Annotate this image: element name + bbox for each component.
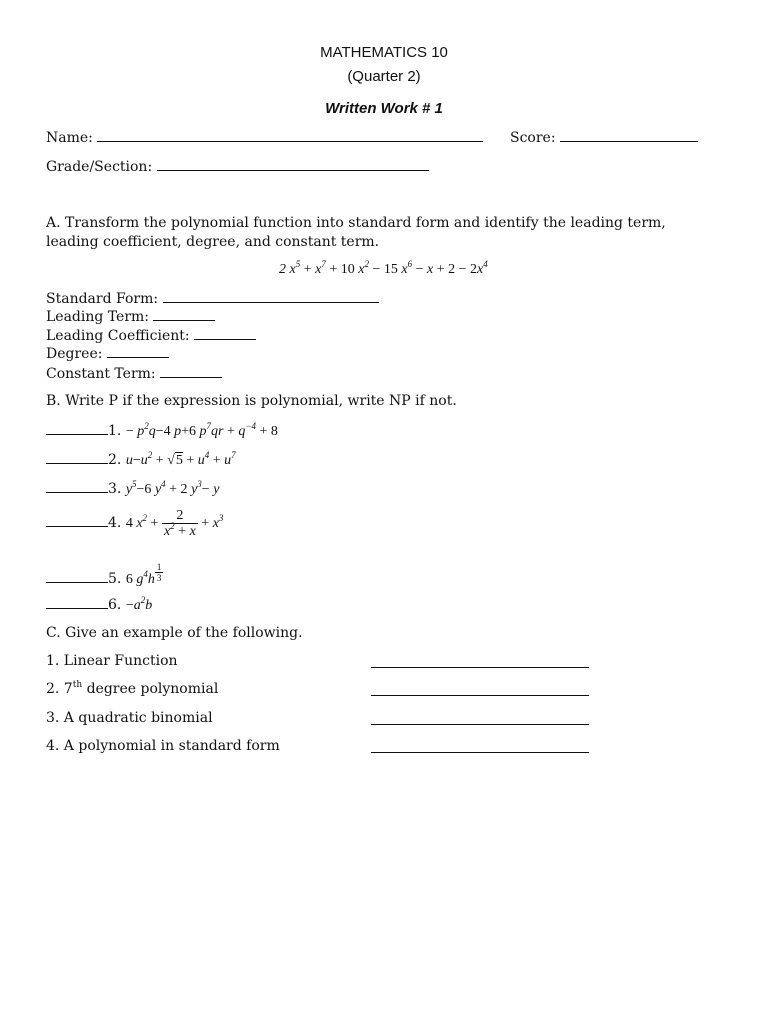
part-a-instruction-2: leading coefficient, degree, and constant term. xyxy=(46,234,380,250)
part-c-item-4-label: 4. A polynomial in standard form xyxy=(46,738,280,754)
item-number-3: 3. xyxy=(108,481,122,497)
answer-blank-6[interactable] xyxy=(46,607,108,609)
expression-3: $y^5-6$ $y^4 + 2$ $y^3- y$ xyxy=(125,479,220,497)
part-a-instruction-1: A. Transform the polynomial function into standard form and identify the leading term, xyxy=(46,215,666,231)
score-label: Score: xyxy=(510,130,556,146)
expression-2: $u-u^2 + √5 + u^4 + u^7$ xyxy=(125,450,236,468)
part-c-answer-3[interactable] xyxy=(371,723,589,725)
part-c-item-2-prefix: 2. 7 xyxy=(46,681,73,697)
score-field[interactable] xyxy=(560,140,698,142)
score-row xyxy=(510,130,698,146)
constant-term-row xyxy=(46,366,222,382)
leading-coefficient-label: Leading Coefficient: xyxy=(46,328,190,344)
expression-4: 4 $x^2$ + $\frac{2}{x^2 + x}$ + $x^3$ xyxy=(125,508,224,539)
part-b-item-3 xyxy=(46,481,219,498)
leading-coefficient-row xyxy=(46,328,256,344)
degree-row xyxy=(46,346,169,362)
item-number-5: 5. xyxy=(108,571,122,588)
name-label: Name: xyxy=(46,130,93,146)
leading-term-row xyxy=(46,309,215,325)
standard-form-label: Standard Form: xyxy=(46,291,159,307)
part-c-instruction: C. Give an example of the following. xyxy=(46,625,303,641)
part-c-item-1-label: 1. Linear Function xyxy=(46,653,178,669)
grade-section-label: Grade/Section: xyxy=(46,159,153,175)
constant-term-field[interactable] xyxy=(160,376,222,378)
grade-row xyxy=(46,159,429,175)
standard-form-row xyxy=(46,291,379,307)
part-c-answer-4[interactable] xyxy=(371,751,589,753)
grade-section-field[interactable] xyxy=(157,169,429,171)
answer-blank-4[interactable] xyxy=(46,525,108,527)
worksheet-title: MATHEMATICS 10 xyxy=(320,44,448,61)
ordinal-suffix: th xyxy=(72,680,83,690)
quarter-label: (Quarter 2) xyxy=(347,68,421,85)
part-c-item-2-suffix: degree polynomial xyxy=(82,681,219,697)
part-c-item-1 xyxy=(46,653,178,669)
answer-blank-2[interactable] xyxy=(46,462,108,464)
part-b-instruction: B. Write P if the expression is polynomial, write NP if not. xyxy=(46,393,457,409)
part-b-item-1 xyxy=(46,423,278,440)
part-c-answer-2[interactable] xyxy=(371,694,589,696)
part-c-item-3-label: 3. A quadratic binomial xyxy=(46,710,213,726)
part-c-item-3 xyxy=(46,710,213,726)
answer-blank-3[interactable] xyxy=(46,491,108,493)
item-number-2: 2. xyxy=(108,452,122,468)
expression-5: 6 $g^4h$ $^{\frac{1}{3}}$ xyxy=(125,562,162,588)
name-field[interactable] xyxy=(97,140,483,142)
answer-blank-1[interactable] xyxy=(46,433,108,435)
part-b-item-6 xyxy=(46,597,152,614)
name-row xyxy=(46,130,483,146)
leading-term-field[interactable] xyxy=(153,319,215,321)
constant-term-label: Constant Term: xyxy=(46,366,156,382)
item-number-4: 4. xyxy=(108,515,122,532)
item-number-1: 1. xyxy=(108,423,122,439)
part-b-item-5 xyxy=(46,563,163,588)
part-b-item-4 xyxy=(46,509,223,539)
degree-label: Degree: xyxy=(46,346,103,362)
leading-term-label: Leading Term: xyxy=(46,309,150,325)
part-c-answer-1[interactable] xyxy=(371,666,589,668)
expression-6: $-a^2b$ xyxy=(125,595,153,613)
part-c-item-4 xyxy=(46,738,280,754)
part-c-item-2 xyxy=(46,681,218,697)
item-number-6: 6. xyxy=(108,597,122,613)
part-b-item-2 xyxy=(46,452,236,469)
polynomial-expression: 2 $x^5 + x^7 + 10$ $x^2 - 15$ $x^6 - x + 2 - 2x^4$ xyxy=(279,259,488,277)
standard-form-field[interactable] xyxy=(163,301,379,303)
written-work-label: Written Work # 1 xyxy=(325,100,443,117)
answer-blank-5[interactable] xyxy=(46,581,108,583)
expression-1: − $p^2q-4$ p+6 $p^7qr + q^{-4} + 8$ xyxy=(125,421,278,439)
degree-field[interactable] xyxy=(107,356,169,358)
leading-coefficient-field[interactable] xyxy=(194,338,256,340)
